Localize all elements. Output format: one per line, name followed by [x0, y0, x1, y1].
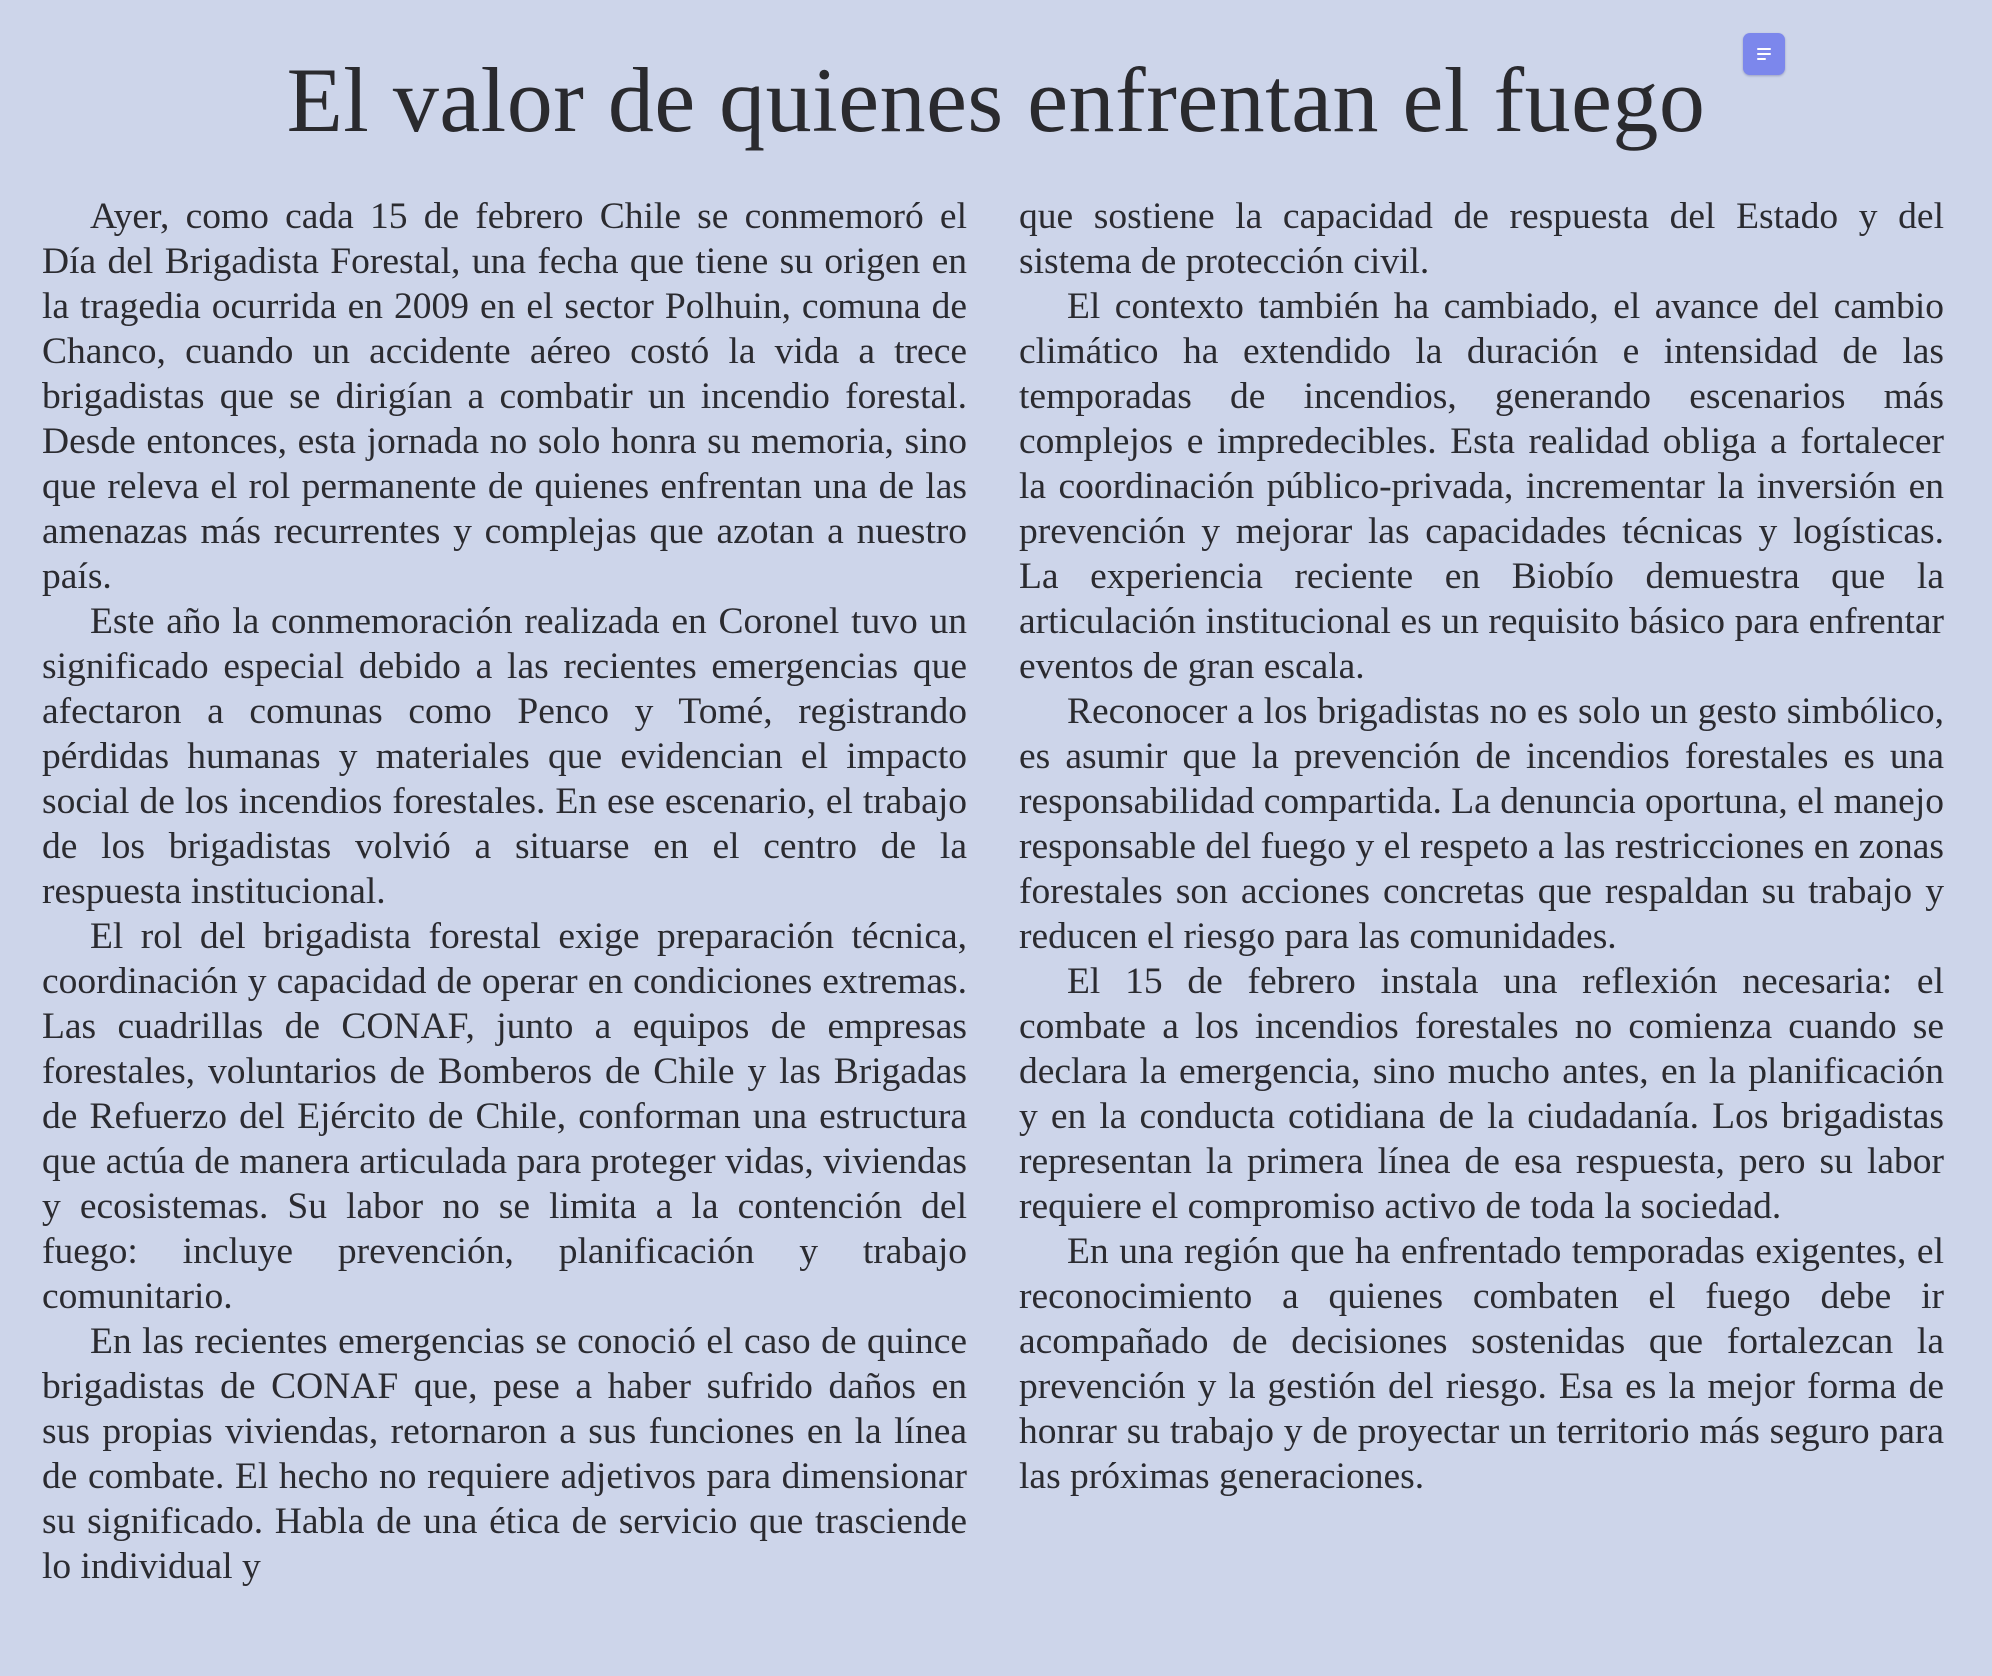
paragraph: Reconocer a los brigadistas no es solo un gesto simbólico, es asumir que la prevención de incendios forestales es una responsabilidad compartida. La denuncia oportuna, el manejo responsable del fuego y el respeto a las restricciones en zonas forestales son acciones concretas que respaldan su trabajo y reducen el riesgo para las comunidades.	[1019, 691, 1944, 957]
text-column-left	[42, 194, 967, 1589]
paragraph: El contexto también ha cambiado, el avance del cambio climático ha extendido la duración e intensidad de las temporadas de incendios, generando escenarios más complejos e impredecibles. Esta realidad obliga a fortalecer la coordinación público-privada, incrementar la inversión en prevención y mejorar las capacidades técnicas y logísticas. La experiencia reciente en Biobío demuestra que la articulación institucional es un requisito básico para enfrentar eventos de gran escala.	[1019, 286, 1944, 687]
article-title: El valor de quienes enfrentan el fuego	[286, 49, 1706, 151]
paragraph: Ayer, como cada 15 de febrero Chile se conmemoró el Día del Brigadista Forestal, una fecha que tiene su origen en la tragedia ocurrida en 2009 en el sector Polhuin, comuna de Chanco, cuando un accidente aéreo costó la vida a trece brigadistas que se dirigían a combatir un incendio forestal. Desde entonces, esta jornada no solo honra su memoria, sino que releva el rol permanente de quienes enfrentan una de las amenazas más recurrentes y complejas que azotan a nuestro país.	[42, 196, 967, 597]
note-lines-icon[interactable]	[1743, 33, 1785, 75]
paragraph: En las recientes emergencias se conoció el caso de quince brigadistas de CONAF que, pese a haber sufrido daños en sus propias viviendas, retornaron a sus funciones en la línea de combate. El hecho no requiere adjetivos para dimensionar su significado. Habla de una ética de servicio que trasciende lo individual y	[42, 1321, 967, 1587]
article-body	[42, 194, 1944, 1589]
note-lines-icon-glyph	[1753, 43, 1775, 65]
paragraph: En una región que ha enfrentado temporadas exigentes, el reconocimiento a quienes combaten el fuego debe ir acompañado de decisiones sostenidas que fortalezcan la prevención y la gestión del riesgo. Esa es la mejor forma de honrar su trabajo y de proyectar un territorio más seguro para las próximas generaciones.	[1019, 1231, 1944, 1497]
paragraph: El rol del brigadista forestal exige preparación técnica, coordinación y capacidad de operar en condiciones extremas. Las cuadrillas de CONAF, junto a equipos de empresas forestales, voluntarios de Bomberos de Chile y las Brigadas de Refuerzo del Ejército de Chile, conforman una estructura que actúa de manera articulada para proteger vidas, viviendas y ecosistemas. Su labor no se limita a la contención del fuego: incluye prevención, planificación y trabajo comunitario.	[42, 916, 967, 1317]
paragraph: El 15 de febrero instala una reflexión necesaria: el combate a los incendios forestales no comienza cuando se declara la emergencia, sino mucho antes, en la planificación y en la conducta cotidiana de la ciudadanía. Los brigadistas representan la primera línea de esa respuesta, pero su labor requiere el compromiso activo de toda la sociedad.	[1019, 961, 1944, 1227]
paragraph-continued: que sostiene la capacidad de respuesta del Estado y del sistema de protección civil.	[1019, 196, 1944, 282]
text-column-right	[1019, 194, 1944, 1589]
paragraph: Este año la conmemoración realizada en Coronel tuvo un significado especial debido a las recientes emergencias que afectaron a comunas como Penco y Tomé, registrando pérdidas humanas y materiales que evidencian el impacto social de los incendios forestales. En ese escenario, el trabajo de los brigadistas volvió a situarse en el centro de la respuesta institucional.	[42, 601, 967, 912]
